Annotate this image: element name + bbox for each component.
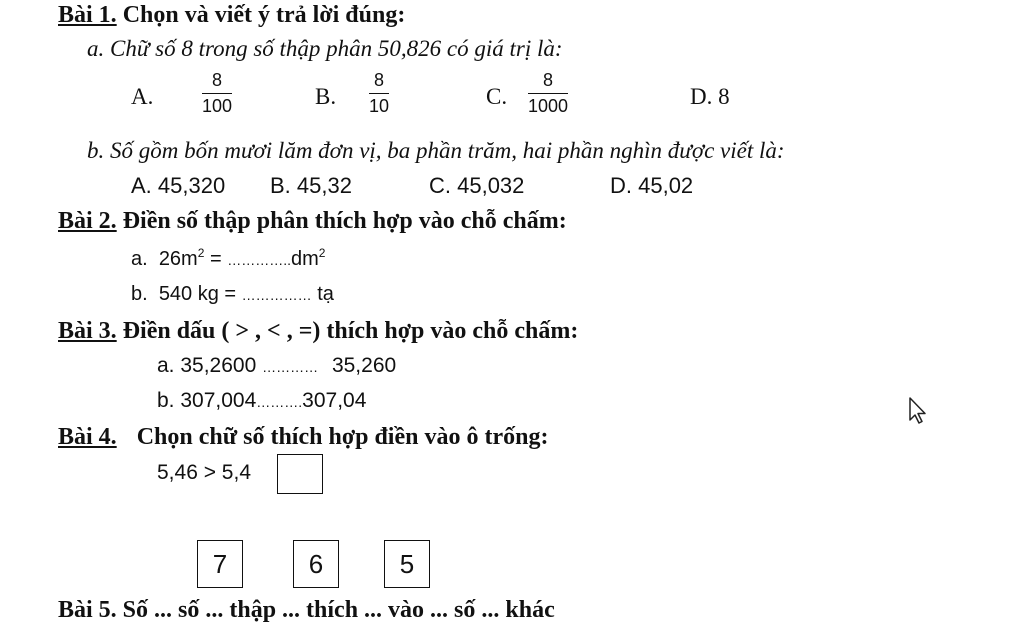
bai1-question-b: b. Số gồm bốn mươi lăm đơn vị, ba phần trăm, hai phần nghìn được viết là: [87, 138, 785, 163]
bai3-title: Bài 3. [58, 318, 117, 344]
item-label: b. [131, 283, 148, 305]
bai1b-option-c: C. 45,032 [429, 173, 525, 198]
lhs-exponent: 2 [197, 246, 205, 260]
bai4-title: Bài 4. [58, 424, 117, 450]
mouse-pointer-icon [908, 396, 930, 426]
fraction-numerator: 8 [543, 70, 554, 90]
lhs-value: 540 kg = [158, 283, 237, 305]
blank-dots: …………… [241, 287, 312, 303]
bai1-instruction: Chọn và viết ý trả lời đúng: [122, 2, 406, 28]
digit-tile[interactable]: 6 [293, 540, 339, 588]
lhs-value: 26m [158, 247, 198, 270]
bai4-expression: 5,46 > 5,4 [157, 461, 251, 484]
rhs-text: 35,260 [331, 354, 397, 377]
fraction-bar [528, 93, 568, 94]
bai1a-option-a-label: A. [131, 84, 154, 109]
rhs-text: 307,04 [302, 389, 367, 412]
bai2-title: Bài 2. [58, 208, 117, 234]
bai3-instruction: Điền dấu ( > , < , =) thích hợp vào chỗ chấm: [122, 318, 579, 344]
bai2-instruction: Điền số thập phân thích hợp vào chỗ chấm: [122, 208, 567, 234]
unit-exponent: 2 [318, 246, 326, 260]
bai2-item-a [131, 246, 325, 271]
bai3-heading [58, 318, 578, 345]
bai5-heading-partial: Bài 5. Số ... số ... thập ... thích ... vào ... số ... khác [58, 597, 555, 623]
answer-blank-box[interactable] [277, 454, 323, 494]
item-label: a. [131, 247, 148, 270]
equals-sign: = [209, 247, 222, 270]
bai1-question-a: a. Chữ số 8 trong số thập phân 50,826 có giá trị là: [87, 36, 563, 61]
blank-dots: ………. [256, 394, 303, 410]
digit-tile[interactable]: 7 [197, 540, 243, 588]
lhs-text: b. 307,004 [157, 389, 257, 412]
bai1-heading [58, 2, 405, 29]
bai4-instruction: Chọn chữ số thích hợp điền vào ô trống: [136, 424, 549, 450]
bai3-item-a [157, 354, 396, 378]
fraction-denominator: 10 [369, 96, 390, 116]
lhs-text: a. 35,2600 [157, 354, 257, 377]
unit: tạ [317, 283, 334, 305]
blank-dots: ………….. [227, 251, 291, 268]
bai1a-option-a-fraction [202, 70, 232, 116]
digit-tile[interactable]: 5 [384, 540, 430, 588]
bai1-title: Bài 1. [58, 2, 117, 28]
fraction-denominator: 1000 [528, 96, 569, 116]
bai1a-option-c-fraction [528, 70, 568, 116]
bai2-heading [58, 208, 567, 235]
bai4-heading [58, 424, 548, 451]
fraction-denominator: 100 [202, 96, 233, 116]
bai1b-option-a: A. 45,320 [131, 173, 226, 198]
bai1a-option-b-label: B. [315, 84, 337, 109]
bai1b-option-d: D. 45,02 [610, 173, 694, 198]
bai2-item-b [131, 283, 334, 306]
fraction-bar [202, 93, 232, 94]
fraction-numerator: 8 [212, 70, 223, 90]
bai1b-option-b: B. 45,32 [270, 173, 352, 198]
bai1a-option-c-label: C. [486, 84, 508, 109]
blank-dots: ………… [262, 359, 319, 375]
unit: dm [291, 247, 319, 270]
fraction-bar [369, 93, 389, 94]
bai1a-option-b-fraction [369, 70, 389, 116]
fraction-numerator: 8 [374, 70, 385, 90]
bai1a-option-d: D. 8 [690, 84, 730, 109]
bai3-item-b [157, 389, 366, 413]
